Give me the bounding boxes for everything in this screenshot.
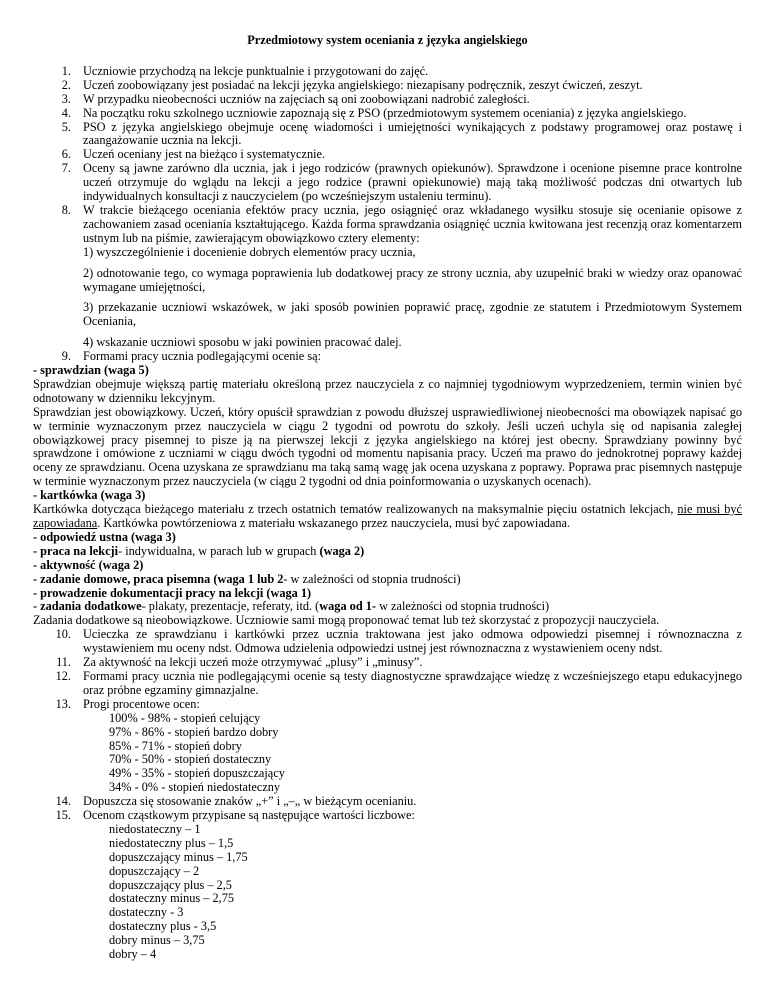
item-number: 12. — [55, 668, 71, 683]
rules-list-continued — [33, 628, 742, 962]
list-item — [33, 162, 742, 204]
dodatkowe-desc: - plakaty, prezentacje, referaty, itd. ( — [141, 599, 320, 614]
sprawdzian-heading: - sprawdzian (waga 5) — [33, 363, 149, 378]
list-item — [33, 656, 742, 670]
item-number: 2. — [61, 77, 71, 92]
dodatkowe-note: Zadania dodatkowe są nieobowiązkowe. Uczniowie sami mogą proponować temat lub też skorzystać z propozycji nauczyciela. — [33, 613, 660, 628]
grade-value: dostateczny - 3 — [109, 905, 184, 920]
item-text: Formami pracy ucznia nie podlegającymi ocenie są testy diagnostyczne sprawdzające wiedzę z wcześniejszego etapu edukacyjnego oraz próbne egzaminy gimnazjalne. — [83, 668, 742, 697]
item-text: PSO z języka angielskiego obejmuje ocenę wiadomości i umiejętności wynikających z podstawy programowej oraz postawę i zaangażowanie ucznia na lekcji. — [83, 119, 742, 148]
item-text: Ucieczka ze sprawdzianu i kartkówki przez ucznia traktowana jest jako odmowa odpowiedzi pisemnej i równoznaczna z wystawieniem mu oceny ndst. Odmowa udzielenia odpowiedzi ustnej jest równoznaczna z wystawieniem oceny ndst. — [83, 627, 742, 656]
grade-value: dobry minus – 3,75 — [109, 933, 205, 948]
item-number: 15. — [55, 808, 71, 823]
kartkowka-underlined: nie musi być zapowiadana — [33, 502, 743, 530]
item-text: Za aktywność na lekcji uczeń może otrzymywać „plusy” i „minusy”. — [83, 655, 423, 670]
item-text: Ocenom cząstkowym przypisane są następujące wartości liczbowe: — [83, 808, 415, 823]
sub-item: 1) wyszczególnienie i docenienie dobrych elementów pracy ucznia, — [83, 244, 416, 259]
list-item — [33, 670, 742, 698]
list-item — [33, 350, 742, 364]
sub-item: 3) przekazanie uczniowi wskazówek, w jaki sposób powinien poprawić pracę, zgodnie ze statutem i Przedmiotowym Systemem Oceniania, — [83, 300, 742, 329]
item-text: W przypadku nieobecności uczniów na zajęciach są oni zoobowiązani nadrobić zaległości. — [83, 91, 530, 106]
item-text: Uczeń oceniany jest na bieżąco i systematycznie. — [83, 147, 326, 162]
list-item-15 — [33, 809, 742, 962]
item-number: 9. — [61, 349, 71, 364]
grade-threshold: 85% - 71% - stopień dobry — [109, 738, 242, 753]
kartkowka-text: Kartkówka dotycząca bieżącego materiału z trzech ostatnich tematów realizowanych na maksymalnie pięciu ostatnich lekcjach, — [33, 502, 678, 517]
item-number: 6. — [61, 147, 71, 162]
item-number: 13. — [55, 696, 71, 711]
item-text: Uczniowie przychodzą na lekcje punktualnie i przygotowani do zajęć. — [83, 63, 429, 78]
item-text: W trakcie bieżącego oceniania efektów pracy ucznia, jego osiągnięć oraz wkładanego wysiłku stosuje się ocenianie opisowe z zachowaniem zasad oceniania kształtującego. Każda forma sprawdzania osiągnięć ucznia kwitowana jest recenzją oraz komentarzem ustnym lub na piśmie, zawierającym obowiązkowo cztery elementy: — [83, 202, 742, 245]
item-number: 10. — [55, 627, 71, 642]
grade-threshold: 100% - 98% - stopień celujący — [109, 710, 261, 725]
dodatkowe-label: - zadania dodatkowe — [33, 599, 142, 614]
grade-threshold: 49% - 35% - stopień dopuszczający — [109, 766, 285, 781]
praca-na-lekcji — [33, 545, 742, 559]
item-number: 5. — [61, 119, 71, 134]
grade-threshold: 70% - 50% - stopień dostateczny — [109, 752, 272, 767]
sub-item: 2) odnotowanie tego, co wymaga poprawienia lub dodatkowej pracy ze strony ucznia, aby uzupełnić braki w wiedzy oraz opanować wymagane umiejętności, — [83, 265, 742, 294]
grade-value: niedostateczny plus – 1,5 — [109, 835, 234, 850]
item-number: 8. — [61, 202, 71, 217]
kartkowka-paragraph — [33, 503, 742, 531]
grade-threshold: 34% - 0% - stopień niedostateczny — [109, 780, 281, 795]
zadania-dodatkowe — [33, 600, 742, 614]
list-item — [33, 65, 742, 79]
item-text: Uczeń zoobowiązany jest posiadać na lekcji języka angielskiego: niezapisany podręcznik, zeszyt ćwiczeń, zeszyt. — [83, 77, 643, 92]
list-item-13 — [33, 698, 742, 795]
odpowiedz-ustna: - odpowiedź ustna (waga 3) — [33, 529, 176, 544]
item-number: 11. — [56, 655, 71, 670]
item-text: Na początku roku szkolnego uczniowie zapoznają się z PSO (przedmiotowym systemem oceniania) z języka angielskiego. — [83, 105, 687, 120]
item-text: Oceny są jawne zarówno dla ucznia, jak i jego rodziców (prawnych opiekunów). Sprawdzone i ocenione pisemne prace kontrolne uczeń otrzymuje do wglądu na lekcji a jego rodzice (prawni opiekunowie) mają taką możliwość podczas dni otwartych lub indywidualnych konsultacji z nauczycielem (po wcześniejszym ustaleniu terminu). — [83, 161, 742, 204]
grade-value: dopuszczający plus – 2,5 — [109, 877, 232, 892]
praca-label: - praca na lekcji — [33, 543, 119, 558]
zadanie-label: - zadanie domowe, praca pisemna (waga 1 lub 2 — [33, 571, 284, 586]
list-item — [33, 121, 742, 149]
item-number: 3. — [61, 91, 71, 106]
grade-value: dostateczny minus – 2,75 — [109, 891, 234, 906]
sprawdzian-paragraph-1: Sprawdzian obejmuje większą partię materiału określoną przez nauczyciela z co najmniej tygodniowym wyprzedzeniem, termin winien być odnotowany w dzienniku lekcyjnym. — [33, 376, 742, 405]
grade-value: dobry – 4 — [109, 947, 157, 962]
praca-weight: (waga 2) — [319, 543, 365, 558]
kartkowka-heading: - kartkówka (waga 3) — [33, 488, 146, 503]
kartkowka-text-end: . Kartkówka powtórzeniowa z materiału wskazanego przez nauczyciela, musi być zapowiadana. — [97, 516, 571, 530]
item-number: 14. — [55, 794, 71, 809]
rules-list — [33, 65, 742, 364]
item-text: Dopuszcza się stosowanie znaków „+” i „–„ w bieżącym ocenianiu. — [83, 794, 417, 809]
aktywnosc: - aktywność (waga 2) — [33, 557, 144, 572]
item-number: 4. — [61, 105, 71, 120]
item-text: Formami pracy ucznia podlegającymi ocenie są: — [83, 349, 321, 364]
list-item — [33, 628, 742, 656]
list-item — [33, 93, 742, 107]
grade-threshold: 97% - 86% - stopień bardzo dobry — [109, 724, 279, 739]
dodatkowe-weight: waga od 1- — [319, 599, 376, 614]
zadanie-desc: - w zależności od stopnia trudności) — [283, 571, 461, 586]
zadanie-domowe — [33, 573, 742, 587]
sub-item: 4) wskazanie uczniowi sposobu w jaki powinien pracować dalej. — [83, 335, 402, 350]
prowadzenie-dokumentacji: - prowadzenie dokumentacji pracy na lekcji (waga 1) — [33, 585, 312, 600]
list-item — [33, 148, 742, 162]
grade-value: dostateczny plus - 3,5 — [109, 919, 217, 934]
sprawdzian-paragraph-2: Sprawdzian jest obowiązkowy. Uczeń, który opuścił sprawdzian z powodu dłuższej usprawiedliwionej nieobecności ma obowiązek napisać go w terminie wyznaczonym przez nauczyciela w ciągu 2 tygodni od powrotu do szkoły. Jeśli uczeń uchyla się od napisania zaległej obowiązkowej pracy pisemnej to pisze ją na pierwszej lekcji z języka angielskiego na której jest obecny. Sprawdziany powinny być sprawdzone i omówione z uczniami w ciągu dwóch tygodni od momentu napisania pracy. Uczeń ma prawo do jednokrotnej poprawy każdej oceny ze sprawdzianu. Ocena uzyskana ze sprawdzianu ma taką samą wagę jak ocena uzyskana z poprawy. Poprawa prac pisemnych następuje w terminie wyznaczonym przez nauczyciela (w ciągu 2 tygodni od dnia poinformowania o uzyskanych ocenach). — [33, 404, 742, 489]
grade-value: dopuszczający – 2 — [109, 863, 200, 878]
list-item-8 — [33, 204, 742, 350]
item-text: Progi procentowe ocen: — [83, 696, 200, 711]
document-title: Przedmiotowy system oceniania z języka angielskiego — [247, 33, 528, 47]
list-item — [33, 107, 742, 121]
praca-desc: - indywidualna, w parach lub w grupach — [118, 543, 320, 558]
item-number: 7. — [61, 161, 71, 176]
item-number: 1. — [61, 63, 71, 78]
list-item — [33, 79, 742, 93]
dodatkowe-desc-end: w zależności od stopnia trudności) — [376, 599, 550, 614]
grade-value: dopuszczający minus – 1,75 — [109, 849, 248, 864]
grade-value: niedostateczny – 1 — [109, 821, 201, 836]
list-item — [33, 795, 742, 809]
